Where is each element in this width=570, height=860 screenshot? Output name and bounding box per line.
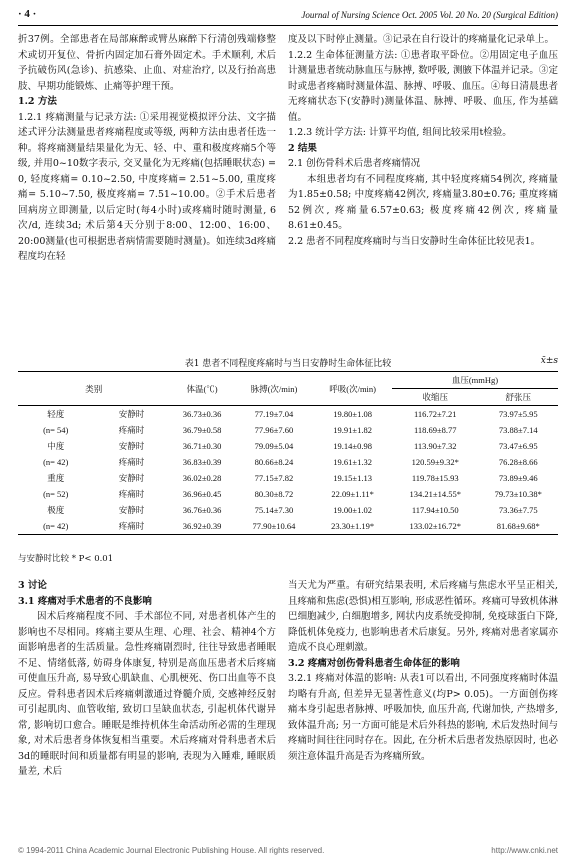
row-state: 疼痛时 [118, 425, 145, 435]
table-row [18, 486, 558, 502]
cell-temp: 36.76±0.36 [182, 505, 222, 515]
group-n: (n= 42) [43, 457, 69, 467]
cell-resp: 19.14±0.98 [333, 441, 372, 451]
cell-sbp: 116.72±7.21 [413, 409, 457, 419]
cell-pulse: 80.66±8.24 [254, 457, 294, 467]
cell-resp: 19.15±1.13 [333, 473, 372, 483]
row-state: 疼痛时 [93, 518, 169, 535]
table-caption: 表1 患者不同程度疼痛时与当日安静时生命体征比较 [184, 359, 392, 369]
cell-dbp: 81.68±9.68* [479, 518, 558, 535]
cell-dbp: 73.88±7.14 [498, 425, 538, 435]
footer-url: http://www.cnki.net [491, 846, 558, 855]
cell-dbp: 73.89±9.46 [498, 473, 538, 483]
cell-pulse: 77.19±7.04 [254, 409, 294, 419]
cell-sbp: 113.90±7.32 [413, 441, 457, 451]
paragraph: 2.2 患者不同程度疼痛时与当日安静时生命体征比较见表1。 [288, 235, 541, 247]
cell-resp: 23.30±1.19* [313, 518, 392, 535]
cell-temp: 36.73±0.36 [182, 409, 222, 419]
table-stat-label: x̄±s [540, 356, 558, 366]
paragraph: 因术后疼痛程度不同、手术部位不同, 对患者机体产生的影响也不尽相同。疼痛主要从生理、心理、社会、精神4个方面影响患者的生活质量。急性疼痛剧烈时, 往往导致患者睡眠不足、情绪低落, 妨碍身体康复, 特别是高血压患者术后疼痛可使血压升高, 易导致心肌缺血、心肌梗死、伤口出血等不良反应。骨科患者因术后疼痛刺激通过脊髓介质, 交感神经反射可引起肌肉、血管收缩, 致切口呈缺血状态, 引起机体代谢异常, 影响切口愈合。睡眠是维持机体生命活动所必需的生理现象, 对术后患者身体恢复相当重要。术后疼痛对骨科患者术后3d的睡眠时间和质量都有明显的影响, 表现为入睡难, 睡眠质量差, 术后 [18, 611, 276, 777]
cell-dbp: 79.73±10.38* [494, 489, 542, 499]
cell-pulse: 77.15±7.82 [254, 473, 294, 483]
table-body [18, 406, 558, 535]
cell-pulse: 77.96±7.60 [254, 425, 294, 435]
section-heading: 2 结果 [288, 142, 317, 154]
row-state: 安静时 [118, 505, 145, 515]
right-column-top [288, 32, 558, 249]
col-header-temp: 体温(℃) [170, 372, 235, 406]
col-header-sbp: 收缩压 [392, 389, 479, 406]
cell-dbp: 73.36±7.75 [498, 505, 538, 515]
cell-sbp: 120.59±9.32* [411, 457, 459, 467]
section-heading: 3 讨论 [18, 580, 47, 591]
page-footer [18, 846, 558, 855]
header-rule [18, 25, 558, 26]
subsection-heading: 3.2 疼痛对创伤骨科患者生命体征的影响 [288, 657, 460, 669]
page-number: · 4 · [18, 8, 37, 20]
section-heading: 1.2 方法 [18, 96, 57, 107]
copyright-text: © 1994-2011 China Academic Journal Electronic Publishing House. All rights reserved. [18, 846, 325, 855]
cell-pulse: 77.90±10.64 [235, 518, 314, 535]
paragraph: 折37例。全部患者在局部麻醉或臂丛麻醉下行清创残端修整术或切开复位、骨折内固定加石膏外固定术。手术顺利, 术后予抗破伤风(急诊)、抗感染、止血、对症治疗, 以及行抬高患肢、早期功能锻炼、止痛等护理干预。 [18, 34, 276, 92]
group-level: 重度 [47, 473, 65, 483]
paragraph: 3.2.1 疼痛对体温的影响: 从表1可以看出, 不同强度疼痛时体温均略有升高, 但差异无显著性意义(均P> 0.05)。一方面创伤疼痛本身引起患者脉搏、呼吸加快, 血压升高, 代谢加快, 产热增多, 致体温升高; 另一方面可能是术后外科热的影响, 术后发热时间与疼痛时间往往同时存在。因此, 在分析术后患者发热原因时, 也必须注意体温升高是否为疼痛所致。 [288, 673, 558, 762]
cell-temp: 36.96±0.45 [182, 489, 222, 499]
row-state: 安静时 [118, 473, 145, 483]
row-state: 疼痛时 [118, 457, 145, 467]
cell-dbp: 76.28±8.66 [498, 457, 538, 467]
cell-sbp: 133.02±16.72* [392, 518, 479, 535]
table-row [18, 422, 558, 438]
row-state: 安静时 [118, 409, 145, 419]
paragraph: 当天尤为严重。有研究结果表明, 术后疼痛与焦虑水平呈正相关, 且疼痛和焦虑(恐惧)相互影响, 形成恶性循环。疼痛可导致机体淋巴细胞减少, 白细胞增多, 网状内皮系统受抑制, 免疫球蛋白下降, 降低机体免疫力, 也影响患者术后康复。另外, 疼痛对患者家属亦造成不良心理刺激。 [288, 580, 558, 653]
cell-resp: 19.00±1.02 [333, 505, 372, 515]
group-n: (n= 52) [43, 489, 69, 499]
table-row [18, 518, 558, 535]
row-state: 疼痛时 [118, 489, 145, 499]
group-n: (n= 54) [43, 425, 69, 435]
cell-sbp: 117.94±10.50 [411, 505, 459, 515]
group-level: 极度 [47, 505, 65, 515]
page-header [18, 8, 558, 24]
paragraph: 1.2.1 疼痛测量与记录方法: ①采用视觉模拟评分法、文字描述式评分法测量患者疼痛程度或等级, 两种方法由患者任选一种。将疼痛测量结果量化为无、轻、中、重和极度疼痛5个等级, 并用0~10数字表示, 交叉量化为无疼痛(包括睡眠状态) = 0, 轻度疼痛= 0.10~2.50, 中度疼痛= 2.51~5.00, 重度疼痛= 5.10~7.50, 极度疼痛= 7.51~10.00。②手术后患者回病房立即测量, 以后定时(每4小时)或疼痛时随时测量, 6次/d, 连续3d; 术后第4天分别于8:00、12:00、16:00、20:00测量(也可根据患者病情需要随时测量)。如连续3d疼痛程度均在轻 [18, 111, 276, 262]
paragraph: 度及以下时停止测量。③记录在自行设计的疼痛量化记录单上。 [288, 34, 555, 45]
cell-temp: 36.02±0.28 [182, 473, 222, 483]
col-header-dbp: 舒张压 [479, 389, 558, 406]
table-title [18, 356, 558, 369]
cell-pulse: 75.14±7.30 [254, 505, 294, 515]
table-row [18, 438, 558, 454]
cell-pulse: 79.09±5.04 [254, 441, 294, 451]
cell-sbp: 119.78±15.93 [411, 473, 459, 483]
cell-resp: 22.09±1.11* [331, 489, 374, 499]
left-column-top [18, 32, 276, 265]
cell-dbp: 73.47±6.95 [498, 441, 538, 451]
cell-sbp: 134.21±14.55* [409, 489, 461, 499]
col-header-bp: 血压(mmHg) [392, 372, 558, 389]
cell-temp: 36.71±0.30 [182, 441, 222, 451]
cell-resp: 19.91±1.82 [333, 425, 372, 435]
vitals-table [18, 371, 558, 535]
cell-temp: 36.83±0.39 [182, 457, 222, 467]
table-footnote: 与安静时比较 * P< 0.01 [18, 554, 114, 564]
cell-temp: 36.92±0.39 [170, 518, 235, 535]
table-row [18, 454, 558, 470]
cell-resp: 19.80±1.08 [333, 409, 372, 419]
cell-pulse: 80.30±8.72 [254, 489, 294, 499]
journal-info: Journal of Nursing Science Oct. 2005 Vol. 20 No. 20 (Surgical Edition) [301, 10, 558, 20]
col-header-resp: 呼吸(次/min) [313, 372, 392, 406]
row-state: 安静时 [118, 441, 145, 451]
cell-resp: 19.61±1.32 [333, 457, 372, 467]
col-header-category: 类别 [18, 372, 170, 406]
left-column-bottom [18, 578, 276, 780]
cell-temp: 36.79±0.58 [182, 425, 222, 435]
cell-dbp: 73.97±5.95 [498, 409, 538, 419]
col-header-pulse: 脉搏(次/min) [235, 372, 314, 406]
right-column-bottom [288, 578, 558, 764]
table-row [18, 406, 558, 423]
group-level: 轻度 [47, 409, 65, 419]
paragraph: 1.2.3 统计学方法: 计算平均值, 组间比较采用t检验。 [288, 127, 512, 138]
table-row [18, 502, 558, 518]
group-n: (n= 42) [18, 518, 93, 535]
paragraph: 1.2.2 生命体征测量方法: ①患者取平卧位。②用固定电子血压计测量患者统动脉血压与脉搏, 数呼吸, 测腋下体温并记录。③定时或患者疼痛时测量体温、脉搏、呼吸、血压。④每日清晨患者无疼痛状态下(安静时)测量体温、脉搏、呼吸、血压, 作为基础值。 [288, 49, 558, 123]
subsection-heading: 3.1 疼痛对手术患者的不良影响 [18, 595, 152, 607]
table-row [18, 470, 558, 486]
group-level: 中度 [47, 441, 65, 451]
paragraph: 本组患者均有不同程度疼痛, 其中轻度疼痛54例次, 疼痛量为1.85±0.58; 中度疼痛42例次, 疼痛量3.80±0.76; 重度疼痛52例次, 疼痛量6.57±0.63; 极度疼痛42例次, 疼痛量8.61±0.45。 [288, 173, 558, 231]
cell-sbp: 118.69±8.77 [413, 425, 457, 435]
subsection-heading: 2.1 创伤骨科术后患者疼痛情况 [288, 158, 421, 169]
